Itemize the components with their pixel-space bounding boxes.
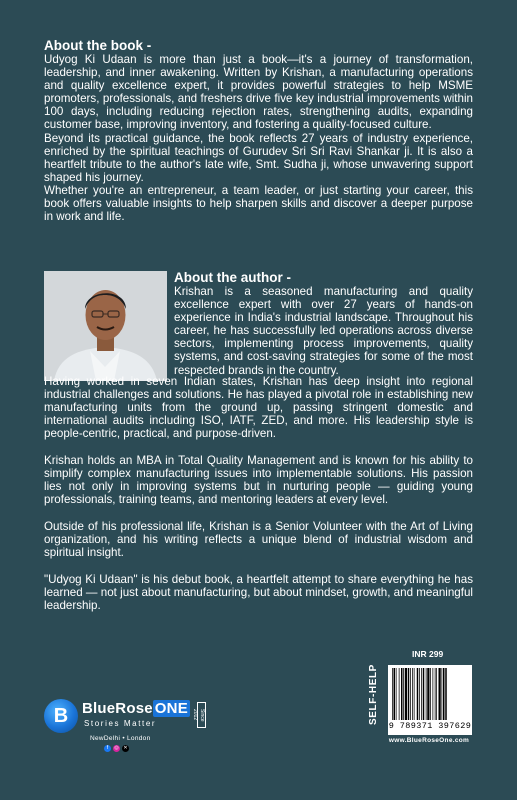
barcode-bar: [427, 668, 429, 720]
publisher-logo: [44, 697, 214, 757]
publisher-since-badge: Since 2012: [197, 702, 206, 728]
bluerose-logo-icon: B: [44, 699, 78, 733]
isbn-barcode: [388, 665, 472, 735]
barcode-bar: [423, 668, 425, 720]
instagram-icon[interactable]: ◎: [114, 745, 119, 751]
barcode-bar: [433, 668, 434, 720]
author-bio: Krishan is a seasoned manufacturing and quality excellence expert with over 27 years of hands-on experience in India's industrial landscape. Throughout his career, he has successfully led operations across diverse sectors, implementing process improvements, quality systems, and cost-saving strategies for some of the most respected brands in the country.: [174, 285, 473, 377]
genre-label: SELF-HELP: [368, 664, 379, 726]
barcode-bar: [439, 668, 441, 720]
barcode-bar: [421, 668, 422, 720]
book-description-2: Beyond its practical guidance, the book reflects 27 years of industry experience, enriched by the spiritual teachings of Gurudev Sri Sri Ravi Shankar ji. It is also a heartfelt tribute to the author's late wife, Smt. Sudha ji, whose unwavering support shaped his journey.: [44, 131, 473, 184]
barcode-bar: [410, 668, 411, 720]
publisher-name-one: ONE: [154, 700, 188, 717]
barcode-bar: [412, 668, 413, 720]
barcode-bar: [394, 668, 396, 720]
about-author-heading: About the author -: [174, 270, 291, 285]
barcode-bar: [417, 668, 419, 720]
publisher-name-main: BlueRose: [82, 700, 153, 717]
barcode-bar: [426, 668, 427, 720]
x-icon[interactable]: ✕: [123, 745, 128, 751]
barcode-bar: [414, 668, 415, 720]
publisher-name: [82, 700, 190, 717]
author-photo: [44, 271, 167, 381]
author-paragraph-1: Having worked in seven Indian states, Krishan has deep insight into regional industrial challenges and solutions. He has played a pivotal role in establishing new manufacturing units from the ground up, passing stringent domestic and international audits including ISO, IATF, ZED, and more. His leadership style is people-centric, practical, and purpose-driven.: [44, 375, 473, 441]
price-label: INR 299: [412, 649, 444, 659]
barcode-bar: [435, 668, 436, 720]
barcode-bar: [408, 668, 410, 720]
publisher-website[interactable]: www.BlueRoseOne.com: [388, 737, 470, 744]
barcode-bar: [442, 668, 443, 720]
author-paragraph-2: Krishan holds an MBA in Total Quality Management and is known for his ability to simplify complex manufacturing issues into implementable solutions. His passion lies not only in improving systems but in nurturing people — guiding young professionals, training teams, and mentoring leaders at every level.: [44, 453, 473, 507]
barcode-bar: [392, 668, 393, 720]
book-description-3: Whether you're an entrepreneur, a team leader, or just starting your career, this book offers valuable insights to help sharpen skills and discover a deeper purpose in work and life.: [44, 183, 473, 224]
barcode-bar: [436, 668, 437, 720]
author-paragraph-4: "Udyog Ki Udaan" is his debut book, a heartfelt attempt to share everything he has learned — not just about manufacturing, but about mindset, growth, and meaningful leadership.: [44, 572, 473, 612]
barcode-bar: [396, 668, 397, 720]
barcode-bar: [443, 668, 445, 720]
barcode-bar: [419, 668, 420, 720]
book-description-1: Udyog Ki Udaan is more than just a book—it's a journey of transformation, leadership, and inner awakening. Written by Krishan, a manufacturing operations and quality excellence expert, it provides powerful strategies to help MSME promoters, professionals, and freshers drive five key industrial improvements within 100 days, including reducing rejection rates, strengthening audits, expanding customer base, improving inventory, and fostering a quality-focused culture.: [44, 53, 473, 132]
author-details-section: [44, 375, 473, 625]
publisher-tagline: Stories Matter: [84, 719, 157, 728]
barcode-bar: [430, 668, 431, 720]
barcode-icon: [392, 668, 468, 720]
barcode-bar: [403, 668, 404, 720]
facebook-icon[interactable]: f: [104, 745, 111, 752]
isbn-number: 9 789371 397629: [388, 721, 472, 731]
barcode-bar: [405, 668, 407, 720]
author-paragraph-3: Outside of his professional life, Krishan is a Senior Volunteer with the Art of Living organization, and his writing reflects a unique blend of industrial wisdom and spiritual insight.: [44, 519, 473, 560]
author-bio-block: [174, 270, 473, 377]
author-portrait-image: [44, 271, 167, 381]
about-book-heading: About the book -: [44, 38, 152, 53]
publisher-cities: NewDelhi • London: [90, 735, 151, 742]
about-book-section: [44, 38, 473, 223]
barcode-bar: [445, 668, 447, 720]
barcode-bar: [401, 668, 403, 720]
barcode-bar: [399, 668, 400, 720]
social-icons: [104, 745, 129, 752]
